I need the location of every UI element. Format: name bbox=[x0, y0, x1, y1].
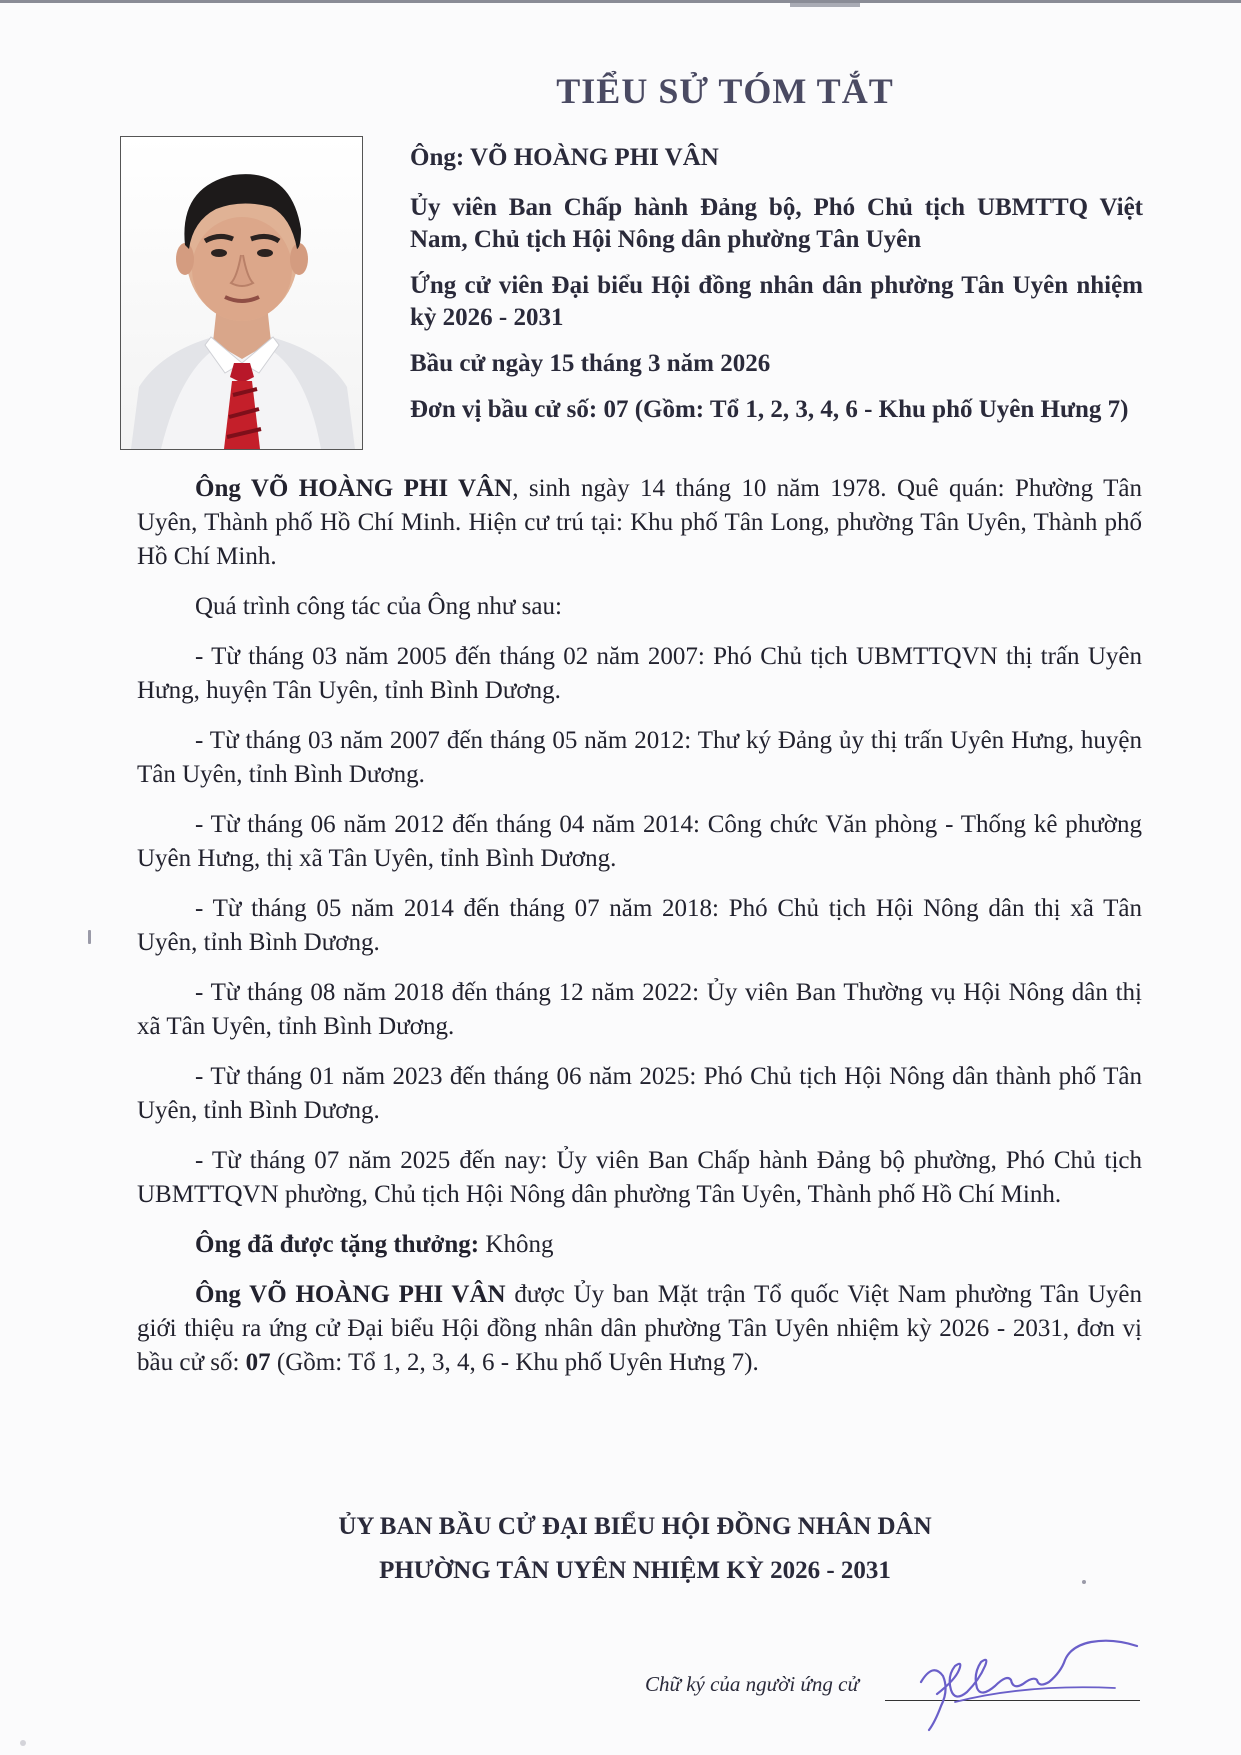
nomination-text-end: (Gồm: Tổ 1, 2, 3, 4, 6 - Khu phố Uyên Hưng 7). bbox=[270, 1349, 759, 1376]
nomination-paragraph bbox=[137, 1278, 1142, 1380]
document-title: TIỂU SỬ TÓM TẮT bbox=[556, 71, 894, 111]
committee-line-2: PHƯỜNG TÂN UYÊN NHIỆM KỲ 2026 - 2031 bbox=[379, 1557, 891, 1584]
biography-body bbox=[137, 472, 1142, 1396]
scan-speck bbox=[88, 930, 91, 944]
intro-paragraph bbox=[137, 472, 1142, 574]
career-heading: Quá trình công tác của Ông như sau: bbox=[195, 593, 562, 620]
career-item: - Từ tháng 03 năm 2005 đến tháng 02 năm 2007: Phó Chủ tịch UBMTTQVN thị trấn Uyên Hưng, huyện Tân Uyên, tỉnh Bình Dương. bbox=[137, 643, 1142, 704]
nomination-name: Ông VÕ HOÀNG PHI VÂN bbox=[195, 1281, 506, 1308]
nomination-unit-number: 07 bbox=[245, 1349, 271, 1376]
career-item: - Từ tháng 06 năm 2012 đến tháng 04 năm 2014: Công chức Văn phòng - Thống kê phường Uyên Hưng, thị xã Tân Uyên, tỉnh Bình Dương. bbox=[137, 811, 1142, 872]
signature-label: Chữ ký của người ứng cử bbox=[645, 1672, 859, 1696]
scan-edge bbox=[0, 0, 1241, 3]
election-date: Bầu cử ngày 15 tháng 3 năm 2026 bbox=[410, 350, 771, 377]
career-item: - Từ tháng 01 năm 2023 đến tháng 06 năm 2025: Phó Chủ tịch Hội Nông dân thành phố Tân Uyên, tỉnh Bình Dương. bbox=[137, 1063, 1142, 1124]
constituency-line: Đơn vị bầu cử số: 07 (Gồm: Tổ 1, 2, 3, 4, 6 - Khu phố Uyên Hưng 7) bbox=[410, 396, 1129, 423]
scan-speck bbox=[1082, 1580, 1086, 1584]
committee-line-1: ỦY BAN BẦU CỬ ĐẠI BIỂU HỘI ĐỒNG NHÂN DÂN bbox=[338, 1513, 932, 1540]
career-item: - Từ tháng 08 năm 2018 đến tháng 12 năm 2022: Ủy viên Ban Thường vụ Hội Nông dân thị xã Tân Uyên, tỉnh Bình Dương. bbox=[137, 979, 1142, 1040]
career-item: - Từ tháng 05 năm 2014 đến tháng 07 năm 2018: Phó Chủ tịch Hội Nông dân thị xã Tân Uyên, tỉnh Bình Dương. bbox=[137, 895, 1142, 956]
awards-label: Ông đã được tặng thưởng: bbox=[195, 1231, 480, 1258]
intro-name: Ông VÕ HOÀNG PHI VÂN bbox=[195, 475, 513, 502]
nomination-text: được Ủy ban Mặt trận Tổ quốc Việt Nam phường Tân Uyên giới thiệu ra ứng cử Đại biểu Hội đồng nhân dân phường Tân Uyên nhiệm kỳ 2026 - 2031, đơn vị bầu cử số: bbox=[137, 1281, 1142, 1376]
candidate-name: Ông: VÕ HOÀNG PHI VÂN bbox=[410, 144, 719, 171]
intro-text: , sinh ngày 14 tháng 10 năm 1978. Quê quán: Phường Tân Uyên, Thành phố Hồ Chí Minh. Hiện cư trú tại: Khu phố Tân Long, phường Tân Uyên, Thành phố Hồ Chí Minh. bbox=[137, 475, 1142, 570]
candidate-header bbox=[410, 142, 1143, 440]
candidate-position: Ủy viên Ban Chấp hành Đảng bộ, Phó Chủ tịch UBMTTQ Việt Nam, Chủ tịch Hội Nông dân phường Tân Uyên bbox=[410, 194, 1143, 253]
handwritten-signature bbox=[915, 1610, 1145, 1740]
awards-line bbox=[137, 1228, 1142, 1262]
awards-value: Không bbox=[479, 1231, 554, 1258]
portrait-photo bbox=[120, 136, 363, 450]
career-item: - Từ tháng 07 năm 2025 đến nay: Ủy viên Ban Chấp hành Đảng bộ phường, Phó Chủ tịch UBMTTQVN phường, Chủ tịch Hội Nông dân phường Tân Uyên, Thành phố Hồ Chí Minh. bbox=[137, 1147, 1142, 1208]
scan-edge-mark bbox=[790, 3, 860, 7]
portrait-image bbox=[121, 137, 362, 449]
career-item: - Từ tháng 03 năm 2007 đến tháng 05 năm 2012: Thư ký Đảng ủy thị trấn Uyên Hưng, huyện Tân Uyên, tỉnh Bình Dương. bbox=[137, 727, 1142, 788]
candidacy-line: Ứng cử viên Đại biểu Hội đồng nhân dân phường Tân Uyên nhiệm kỳ 2026 - 2031 bbox=[410, 272, 1143, 331]
election-committee bbox=[250, 1505, 1020, 1593]
scan-speck bbox=[20, 1740, 26, 1746]
